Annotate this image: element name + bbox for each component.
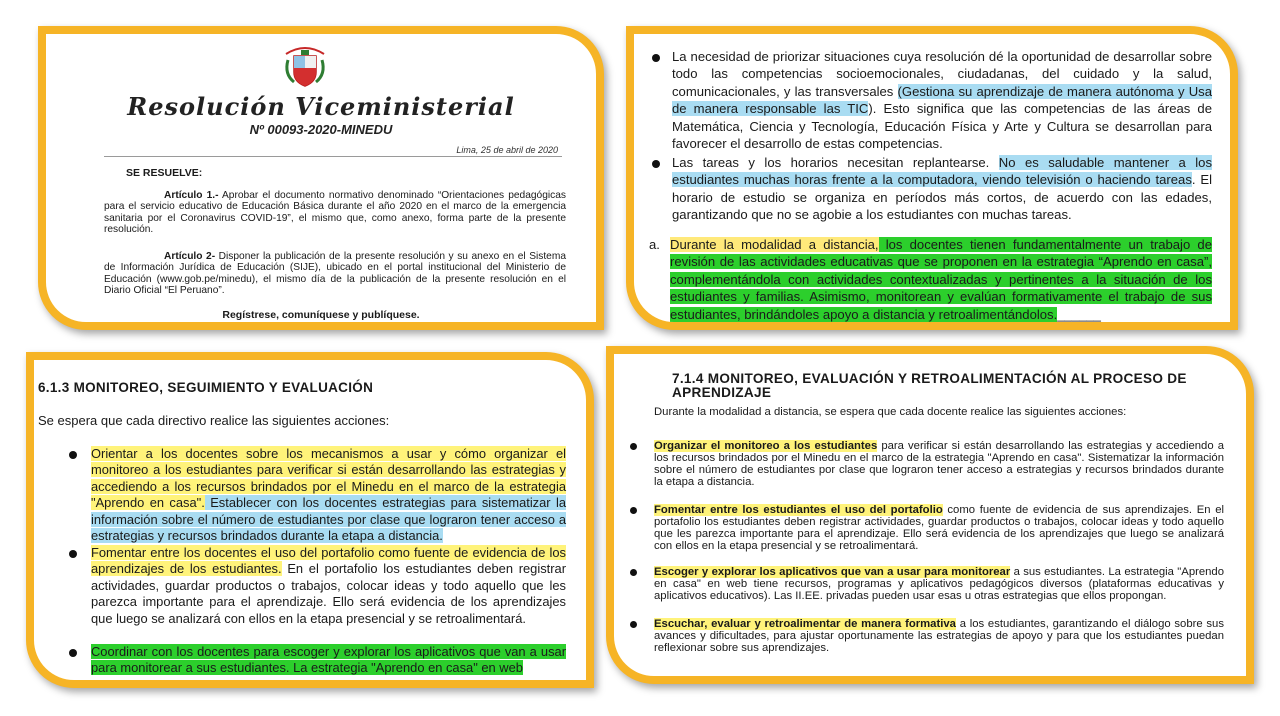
list-item bbox=[672, 154, 1212, 224]
article-2 bbox=[104, 251, 566, 297]
highlight-blue: No es saludable mantener a los estudiantes muchas horas frente a la computadora, viendo televisión o haciendo tareas bbox=[672, 155, 1212, 188]
highlight-blue: (Gestiona su aprendizaje de manera autónoma y Usa de manera responsable las TIC bbox=[672, 83, 1213, 117]
list-item bbox=[91, 545, 566, 627]
section-intro: Durante la modalidad a distancia, se espera que cada docente realice las siguientes acciones: bbox=[654, 406, 1127, 418]
item-label: a. bbox=[649, 237, 660, 252]
article-2-text: Disponer la publicación de la presente resolución y su anexo en el Sistema de Información Jurídica de Educación (SIJE), ubicado en el portal institucional del Ministerio de Educación (www.gob.pe/minedu), el mismo día de la publicación de la presente resolución en el Diario Oficial “El Peruano”. bbox=[104, 251, 566, 297]
section-title: 6.1.3 MONITOREO, SEGUIMIENTO Y EVALUACIÓN bbox=[38, 380, 374, 395]
list-item bbox=[654, 504, 1224, 552]
bullet-icon bbox=[630, 507, 637, 514]
highlight-yellow: Escuchar, evaluar y retroalimentar de manera formativa bbox=[654, 618, 956, 630]
highlight-green: los docentes tienen fundamentalmente un trabajo de revisión de las actividades educativas que se proponen en la estrategia “Aprendo en casa”, complementándola con actividades contextualizadas y pertinentes a la situación de los estudiantes y familias. Asimismo, monitorean y evalúan formativamente el trabajo de sus estudiantes, brindándoles apoyo a distancia y retroalimentándolos. bbox=[670, 237, 1212, 322]
list-item bbox=[649, 236, 1212, 323]
resolution-date: Lima, 25 de abril de 2020 bbox=[456, 145, 558, 155]
resolution-number: Nº 00093-2020-MINEDU bbox=[249, 122, 393, 137]
text: a los estudiantes, garantizando el diálogo sobre sus avances y dificultades, para ajustar oportunamente las estrategias de apoyo y para que los estudiantes puedan reflexionar sobre sus aprendizajes. bbox=[654, 618, 1224, 655]
highlight-yellow: Orientar a los docentes sobre los mecanismos a usar y cómo organizar el monitoreo a los estudiantes para verificar si están desarrollando las estrategias y accediendo a los recursos brindados por el Minedu en el marco de la estrategia "Aprendo en casa". bbox=[91, 446, 566, 511]
list-item bbox=[91, 446, 566, 544]
article-1 bbox=[104, 190, 566, 236]
teacher-actions-panel bbox=[606, 346, 1254, 684]
list-item bbox=[672, 48, 1212, 152]
peru-coat-of-arms-icon bbox=[282, 40, 328, 90]
article-2-label: Artículo 2- bbox=[164, 251, 216, 262]
text: a sus estudiantes. La estrategia "Aprendo en casa" en web tiene recursos, programas y aplicativos pedagógicos diversos (plataformas educativas y aplicativos educativos). Las II.EE. privadas pueden usar esas u otras estrategias que ellos propongan. bbox=[654, 566, 1224, 603]
text: En el portafolio los estudiantes deben registrar actividades, guardar productos o trabajos, colocar ideas y todo aquello que les parezca importante para el aprendizaje. Ello será evidencia de los aprendizajes que luego se analizará con ellos en la etapa presencial y se retroalimentará. bbox=[91, 561, 566, 626]
considerations-panel bbox=[626, 26, 1238, 330]
highlight-yellow: Fomentar entre los docentes el uso del portafolio como fuente de evidencia de los aprendizajes de los estudiantes. bbox=[91, 545, 566, 577]
highlight-yellow: Durante la modalidad a distancia, bbox=[670, 237, 879, 252]
bullet-icon bbox=[652, 54, 660, 62]
text: ______ bbox=[1057, 306, 1101, 322]
highlight-green: Coordinar con los docentes para escoger y explorar los aplicativos que van a usar para monitorear a sus estudiantes. La estrategia "Aprendo en casa" en web bbox=[91, 644, 566, 676]
highlight-yellow: Organizar el monitoreo a los estudiantes bbox=[654, 440, 878, 452]
bullet-icon bbox=[69, 550, 77, 558]
section-intro: Se espera que cada directivo realice las siguientes acciones: bbox=[38, 413, 390, 428]
section-title: 7.1.4 MONITOREO, EVALUACIÓN Y RETROALIMENTACIÓN AL PROCESO DE APRENDIZAJE bbox=[672, 371, 1187, 400]
list-item bbox=[91, 644, 566, 677]
resolution-title: Resolución Viceministerial bbox=[127, 92, 515, 121]
list-item bbox=[654, 566, 1224, 602]
divider bbox=[104, 156, 562, 157]
resolution-heading: SE RESUELVE: bbox=[126, 167, 203, 179]
bullet-icon bbox=[630, 569, 637, 576]
bullet-icon bbox=[630, 443, 637, 450]
highlight-yellow: Fomentar entre los estudiantes el uso del portafolio bbox=[654, 504, 943, 516]
bullet-icon bbox=[69, 649, 77, 657]
article-1-label: Artículo 1.- bbox=[164, 190, 219, 201]
highlight-yellow: Escoger y explorar los aplicativos que van a usar para monitorear bbox=[654, 566, 1011, 578]
list-item bbox=[654, 618, 1224, 654]
resolution-closing: Regístrese, comuníquese y publíquese. bbox=[222, 309, 420, 321]
text: ). Esto significa que las competencias de las áreas de Matemática, Ciencia y Tecnología, Educación Física y Arte y Cultura se desarrollan para favorecer el desarrollo de estas competencias. bbox=[672, 101, 1212, 152]
directive-actions-panel bbox=[26, 352, 594, 688]
highlight-blue: Establecer con los docentes estrategias para sistematizar la información sobre el número de estudiantes por clase que lograron tener acceso a estrategias y recursos brindados durante la etapa a distancia. bbox=[91, 495, 567, 544]
list-item bbox=[654, 440, 1224, 488]
text: como fuente de evidencia de sus aprendizajes. En el portafolio los estudiantes deben registrar actividades, guardar productos o trabajos, colocar ideas y todo aquello que les parezca importante para el aprendizaje. Ello será evidencia de los aprendizajes que luego se analizará con ellos en la etapa presencial y se retroalimentará. bbox=[654, 504, 1224, 553]
bullet-icon bbox=[630, 621, 637, 628]
text: Las tareas y los horarios necesitan replantearse. bbox=[672, 155, 999, 170]
resolution-panel bbox=[38, 26, 604, 330]
text: para verificar si están desarrollando las estrategias y accediendo a los recursos brindados por el Minedu en el marco de la estrategia "Aprendo en casa". Sistematizar la información sobre el número de estudiantes por clase que lograron tener acceso a estrategias y recursos brindados durante la etapa a distancia. bbox=[654, 440, 1224, 489]
article-1-text: Aprobar el documento normativo denominado “Orientaciones pedagógicas para el servicio educativo de Educación Básica durante el año 2020 en el marco de la emergencia sanitaria por el Coronavirus COVID-19”, el mismo que, como anexo, forma parte de la presente resolución. bbox=[104, 190, 566, 236]
bullet-icon bbox=[69, 451, 77, 459]
text: La necesidad de priorizar situaciones cuya resolución dé la oportunidad de desarrollar sobre todo las competencias socioemocionales, ciudadanas, del cuidado y la salud, comunicacionales, y las transversales bbox=[672, 49, 1212, 99]
bullet-icon bbox=[652, 160, 660, 168]
text: . El horario de estudio se organiza en períodos más cortos, de acuerdo con las edades, garantizando que no se agobie a los estudiantes con muchas tareas. bbox=[672, 172, 1212, 223]
